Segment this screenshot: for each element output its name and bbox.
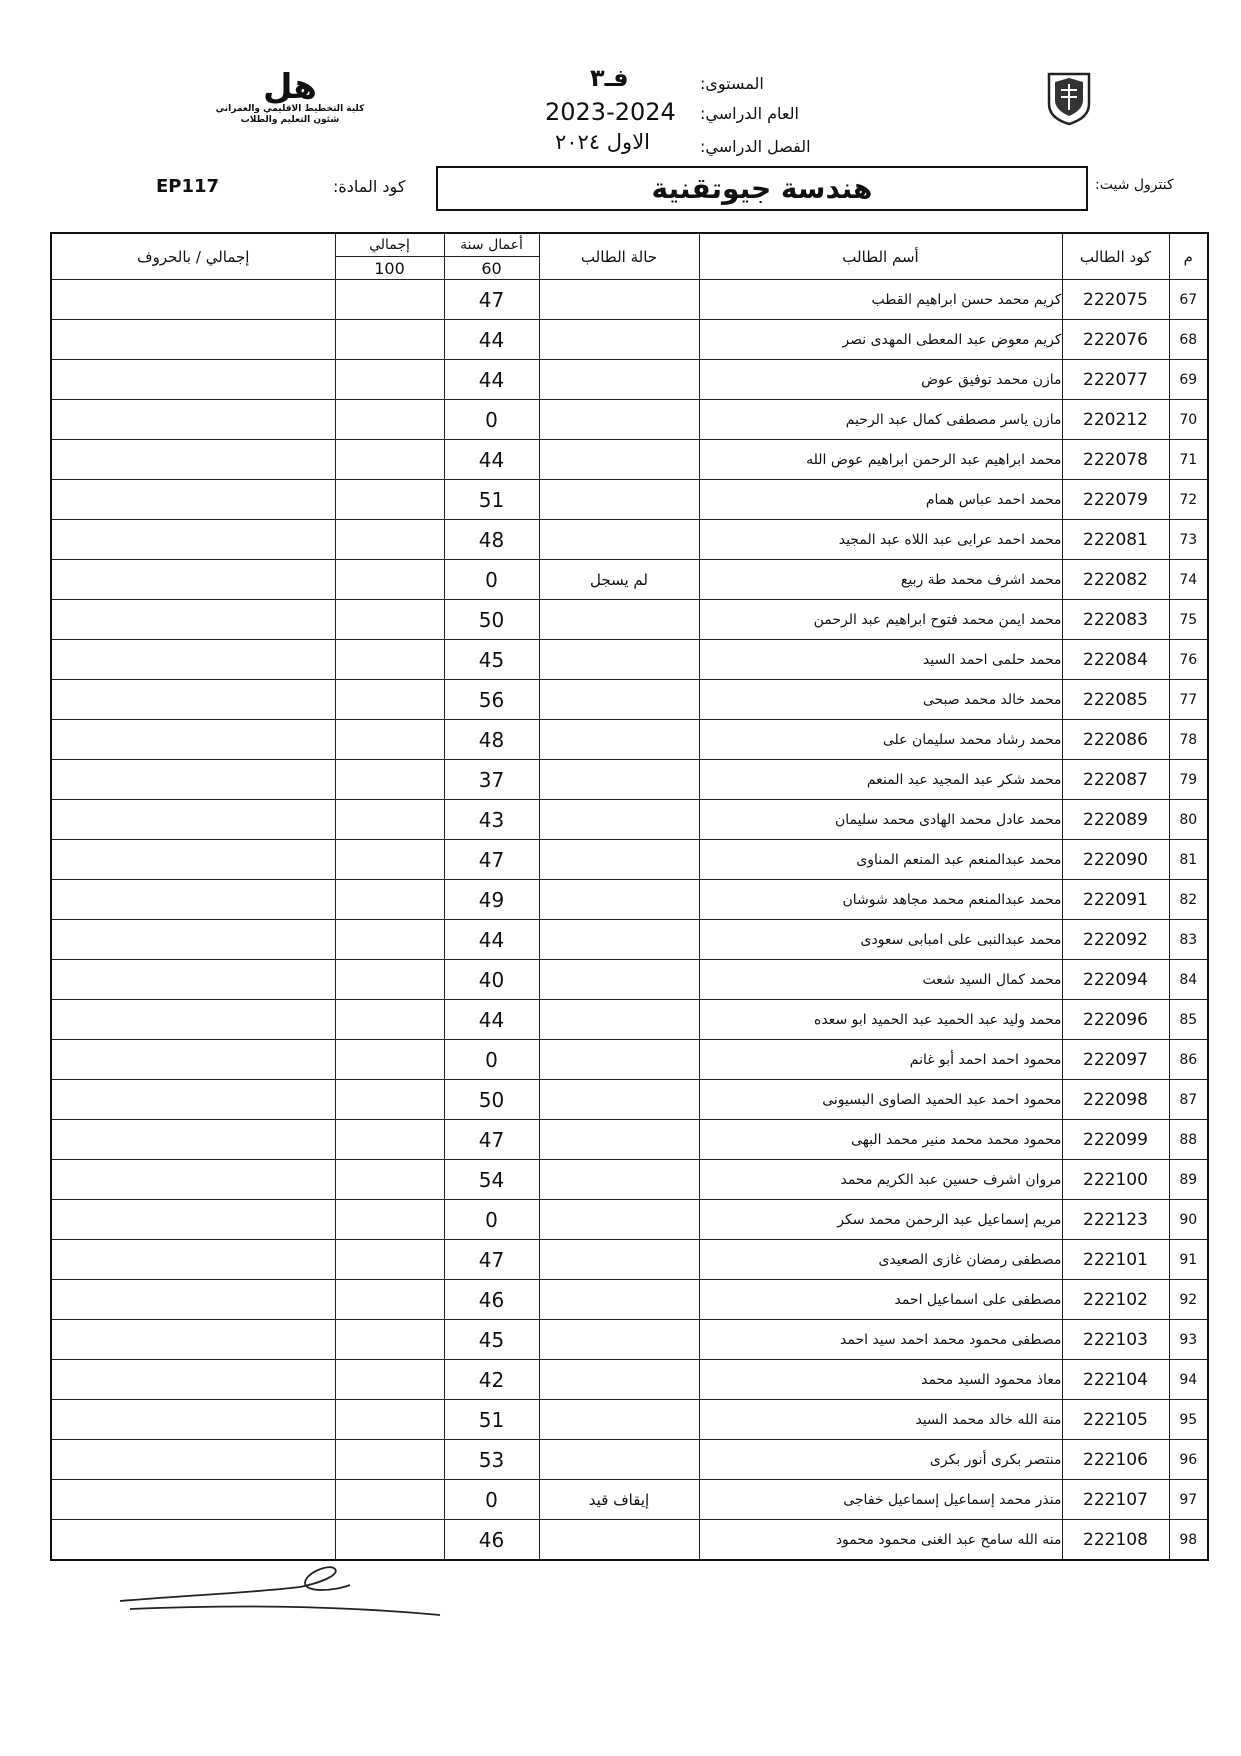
code-cell: 222094 (1062, 960, 1169, 1000)
header-works-max: 60 (444, 257, 539, 280)
name-cell: منة الله خالد محمد السيد (699, 1400, 1062, 1440)
total-cell (335, 560, 444, 600)
name-cell: كريم محمد حسن ابراهيم القطب (699, 280, 1062, 320)
header-total-letters: إجمالي / بالحروف (51, 233, 335, 280)
total-letters-cell (51, 1160, 335, 1200)
code-cell: 222086 (1062, 720, 1169, 760)
works-cell: 40 (444, 960, 539, 1000)
total-cell (335, 1040, 444, 1080)
m-cell: 88 (1169, 1120, 1208, 1160)
name-cell: منه الله سامح عبد الغنى محمود محمود (699, 1520, 1062, 1561)
status-cell (539, 1080, 699, 1120)
total-cell (335, 1480, 444, 1520)
name-cell: محمد عبدالنبى على امبابى سعودى (699, 920, 1062, 960)
status-cell (539, 760, 699, 800)
total-cell (335, 800, 444, 840)
faculty-name: كلية التخطيط الاقليمي والعمراني (215, 104, 365, 114)
m-cell: 93 (1169, 1320, 1208, 1360)
table-row (51, 1120, 1208, 1160)
name-cell: محمد عادل محمد الهادى محمد سليمان (699, 800, 1062, 840)
total-cell (335, 960, 444, 1000)
header-code: كود الطالب (1062, 233, 1169, 280)
total-cell (335, 640, 444, 680)
code-cell: 222100 (1062, 1160, 1169, 1200)
code-cell: 222083 (1062, 600, 1169, 640)
status-cell (539, 600, 699, 640)
works-cell: 50 (444, 1080, 539, 1120)
works-cell: 47 (444, 1240, 539, 1280)
signature (110, 1565, 450, 1625)
table-row (51, 440, 1208, 480)
total-cell (335, 1120, 444, 1160)
total-cell (335, 720, 444, 760)
total-letters-cell (51, 480, 335, 520)
total-letters-cell (51, 400, 335, 440)
m-cell: 72 (1169, 480, 1208, 520)
name-cell: مصطفى على اسماعيل احمد (699, 1280, 1062, 1320)
code-cell: 222079 (1062, 480, 1169, 520)
table-row (51, 1360, 1208, 1400)
m-cell: 74 (1169, 560, 1208, 600)
table-row (51, 360, 1208, 400)
table-row (51, 1280, 1208, 1320)
works-cell: 0 (444, 1040, 539, 1080)
name-cell: مازن محمد توفيق عوض (699, 360, 1062, 400)
m-cell: 69 (1169, 360, 1208, 400)
status-cell (539, 400, 699, 440)
name-cell: محمد اشرف محمد طة ربيع (699, 560, 1062, 600)
status-cell (539, 680, 699, 720)
total-letters-cell (51, 1120, 335, 1160)
status-cell: لم يسجل (539, 560, 699, 600)
status-cell (539, 720, 699, 760)
university-crest-logo (1045, 70, 1093, 126)
status-cell (539, 840, 699, 880)
header-status: حالة الطالب (539, 233, 699, 280)
m-cell: 98 (1169, 1520, 1208, 1561)
status-cell (539, 1160, 699, 1200)
name-cell: منتصر بكرى أنور بكرى (699, 1440, 1062, 1480)
total-cell (335, 1000, 444, 1040)
header-total-max: 100 (335, 257, 444, 280)
code-cell: 220212 (1062, 400, 1169, 440)
name-cell: محمد احمد عرابى عبد اللاه عبد المجيد (699, 520, 1062, 560)
total-letters-cell (51, 560, 335, 600)
works-cell: 47 (444, 1120, 539, 1160)
code-cell: 222085 (1062, 680, 1169, 720)
total-letters-cell (51, 1200, 335, 1240)
m-cell: 92 (1169, 1280, 1208, 1320)
name-cell: مصطفى رمضان غازى الصعيدى (699, 1240, 1062, 1280)
works-cell: 47 (444, 840, 539, 880)
works-cell: 42 (444, 1360, 539, 1400)
table-row (51, 280, 1208, 320)
table-row (51, 800, 1208, 840)
code-cell: 222099 (1062, 1120, 1169, 1160)
table-row (51, 720, 1208, 760)
total-cell (335, 440, 444, 480)
table-row (51, 1160, 1208, 1200)
name-cell: محمود محمد محمد منير محمد البهى (699, 1120, 1062, 1160)
code-cell: 222104 (1062, 1360, 1169, 1400)
header-works: أعمال سنة (444, 233, 539, 257)
m-cell: 82 (1169, 880, 1208, 920)
total-cell (335, 840, 444, 880)
table-row (51, 1440, 1208, 1480)
status-cell (539, 1200, 699, 1240)
m-cell: 89 (1169, 1160, 1208, 1200)
works-cell: 44 (444, 1000, 539, 1040)
total-letters-cell (51, 440, 335, 480)
works-cell: 48 (444, 520, 539, 560)
table-row (51, 1480, 1208, 1520)
works-cell: 54 (444, 1160, 539, 1200)
status-cell (539, 640, 699, 680)
status-cell (539, 440, 699, 480)
total-cell (335, 1360, 444, 1400)
works-cell: 50 (444, 600, 539, 640)
table-row (51, 1320, 1208, 1360)
works-cell: 44 (444, 360, 539, 400)
status-cell (539, 1360, 699, 1400)
name-cell: محمد عبدالمنعم عبد المنعم المناوى (699, 840, 1062, 880)
works-cell: 0 (444, 1200, 539, 1240)
status-cell (539, 1240, 699, 1280)
m-cell: 96 (1169, 1440, 1208, 1480)
total-letters-cell (51, 680, 335, 720)
m-cell: 95 (1169, 1400, 1208, 1440)
total-letters-cell (51, 840, 335, 880)
name-cell: مازن ياسر مصطفى كمال عبد الرحيم (699, 400, 1062, 440)
table-row (51, 1200, 1208, 1240)
total-letters-cell (51, 600, 335, 640)
level-label: المستوى: (700, 74, 764, 93)
table-row (51, 400, 1208, 440)
name-cell: محمد وليد عبد الحميد عبد الحميد ابو سعده (699, 1000, 1062, 1040)
m-cell: 77 (1169, 680, 1208, 720)
m-cell: 91 (1169, 1240, 1208, 1280)
total-cell (335, 360, 444, 400)
status-cell (539, 800, 699, 840)
total-letters-cell (51, 1520, 335, 1561)
code-cell: 222097 (1062, 1040, 1169, 1080)
code-cell: 222087 (1062, 760, 1169, 800)
works-cell: 44 (444, 440, 539, 480)
status-cell (539, 1040, 699, 1080)
m-cell: 83 (1169, 920, 1208, 960)
total-letters-cell (51, 880, 335, 920)
faculty-logo-mark: هل (263, 67, 317, 107)
total-cell (335, 1320, 444, 1360)
m-cell: 70 (1169, 400, 1208, 440)
name-cell: منذر محمد إسماعيل إسماعيل خفاجى (699, 1480, 1062, 1520)
total-letters-cell (51, 1400, 335, 1440)
name-cell: محمد خالد محمد صبحى (699, 680, 1062, 720)
status-cell (539, 880, 699, 920)
table-header-row (51, 233, 1208, 257)
m-cell: 75 (1169, 600, 1208, 640)
total-cell (335, 320, 444, 360)
term-label: الفصل الدراسي: (700, 137, 811, 156)
total-letters-cell (51, 1000, 335, 1040)
course-code: EP117 (156, 176, 220, 197)
code-cell: 222081 (1062, 520, 1169, 560)
code-cell: 222090 (1062, 840, 1169, 880)
status-cell (539, 480, 699, 520)
works-cell: 51 (444, 1400, 539, 1440)
total-letters-cell (51, 720, 335, 760)
status-cell (539, 520, 699, 560)
m-cell: 67 (1169, 280, 1208, 320)
subject-name-box: هندسة جيوتقنية (436, 166, 1088, 211)
name-cell: محمد ايمن محمد فتوح ابراهيم عبد الرحمن (699, 600, 1062, 640)
department-name: شئون التعليم والطلاب (240, 115, 340, 125)
m-cell: 73 (1169, 520, 1208, 560)
table-row (51, 600, 1208, 640)
m-cell: 68 (1169, 320, 1208, 360)
works-cell: 0 (444, 1480, 539, 1520)
code-cell: 222078 (1062, 440, 1169, 480)
works-cell: 48 (444, 720, 539, 760)
name-cell: محمد كمال السيد شعت (699, 960, 1062, 1000)
m-cell: 86 (1169, 1040, 1208, 1080)
works-cell: 44 (444, 920, 539, 960)
code-cell: 222089 (1062, 800, 1169, 840)
total-cell (335, 1520, 444, 1561)
code-cell: 222106 (1062, 1440, 1169, 1480)
total-letters-cell (51, 1240, 335, 1280)
status-cell (539, 1320, 699, 1360)
code-cell: 222096 (1062, 1000, 1169, 1040)
table-row (51, 1080, 1208, 1120)
status-cell (539, 1520, 699, 1561)
total-cell (335, 520, 444, 560)
name-cell: مريم إسماعيل عبد الرحمن محمد سكر (699, 1200, 1062, 1240)
table-row (51, 880, 1208, 920)
m-cell: 84 (1169, 960, 1208, 1000)
code-cell: 222098 (1062, 1080, 1169, 1120)
code-cell: 222084 (1062, 640, 1169, 680)
total-letters-cell (51, 280, 335, 320)
total-cell (335, 680, 444, 720)
total-letters-cell (51, 1320, 335, 1360)
works-cell: 46 (444, 1280, 539, 1320)
total-letters-cell (51, 760, 335, 800)
name-cell: محمد ابراهيم عبد الرحمن ابراهيم عوض الله (699, 440, 1062, 480)
works-cell: 0 (444, 560, 539, 600)
control-sheet-label: كنترول شيت: (1095, 177, 1174, 193)
m-cell: 79 (1169, 760, 1208, 800)
total-cell (335, 400, 444, 440)
status-cell (539, 1440, 699, 1480)
m-cell: 85 (1169, 1000, 1208, 1040)
table-row (51, 1520, 1208, 1561)
works-cell: 51 (444, 480, 539, 520)
code-cell: 222102 (1062, 1280, 1169, 1320)
m-cell: 78 (1169, 720, 1208, 760)
m-cell: 87 (1169, 1080, 1208, 1120)
table-row (51, 560, 1208, 600)
works-cell: 45 (444, 1320, 539, 1360)
works-cell: 44 (444, 320, 539, 360)
total-letters-cell (51, 1440, 335, 1480)
table-row (51, 840, 1208, 880)
status-cell (539, 280, 699, 320)
status-cell: إيقاف قيد (539, 1480, 699, 1520)
total-letters-cell (51, 520, 335, 560)
m-cell: 71 (1169, 440, 1208, 480)
name-cell: محمد رشاد محمد سليمان على (699, 720, 1062, 760)
total-letters-cell (51, 320, 335, 360)
header-name: أسم الطالب (699, 233, 1062, 280)
total-letters-cell (51, 1280, 335, 1320)
status-cell (539, 1000, 699, 1040)
table-row (51, 760, 1208, 800)
status-cell (539, 960, 699, 1000)
works-cell: 45 (444, 640, 539, 680)
total-cell (335, 1080, 444, 1120)
code-cell: 222103 (1062, 1320, 1169, 1360)
status-cell (539, 320, 699, 360)
total-letters-cell (51, 960, 335, 1000)
total-letters-cell (51, 1040, 335, 1080)
name-cell: مصطفى محمود محمد احمد سيد احمد (699, 1320, 1062, 1360)
term-value: الاول ٢٠٢٤ (555, 130, 651, 154)
works-cell: 46 (444, 1520, 539, 1561)
m-cell: 81 (1169, 840, 1208, 880)
status-cell (539, 1120, 699, 1160)
status-cell (539, 920, 699, 960)
header-m: م (1169, 233, 1208, 280)
works-cell: 37 (444, 760, 539, 800)
total-cell (335, 880, 444, 920)
works-cell: 47 (444, 280, 539, 320)
name-cell: محمد شكر عبد المجيد عبد المنعم (699, 760, 1062, 800)
works-cell: 49 (444, 880, 539, 920)
total-letters-cell (51, 1360, 335, 1400)
status-cell (539, 1280, 699, 1320)
table-row (51, 920, 1208, 960)
total-cell (335, 480, 444, 520)
total-cell (335, 1240, 444, 1280)
m-cell: 94 (1169, 1360, 1208, 1400)
works-cell: 56 (444, 680, 539, 720)
total-letters-cell (51, 920, 335, 960)
table-row (51, 640, 1208, 680)
name-cell: محمد حلمى احمد السيد (699, 640, 1062, 680)
total-letters-cell (51, 800, 335, 840)
header-total: إجمالي (335, 233, 444, 257)
works-cell: 0 (444, 400, 539, 440)
works-cell: 53 (444, 1440, 539, 1480)
code-cell: 222123 (1062, 1200, 1169, 1240)
code-cell: 222091 (1062, 880, 1169, 920)
works-cell: 43 (444, 800, 539, 840)
status-cell (539, 360, 699, 400)
table-row (51, 1240, 1208, 1280)
total-cell (335, 760, 444, 800)
table-row (51, 1400, 1208, 1440)
code-cell: 222101 (1062, 1240, 1169, 1280)
name-cell: كريم معوض عبد المعطى المهدى نصر (699, 320, 1062, 360)
table-row (51, 480, 1208, 520)
course-code-label: كود المادة: (333, 177, 406, 196)
table-row (51, 1000, 1208, 1040)
total-cell (335, 1280, 444, 1320)
total-letters-cell (51, 1480, 335, 1520)
year-value: 2023-2024 (545, 98, 676, 126)
code-cell: 222082 (1062, 560, 1169, 600)
m-cell: 76 (1169, 640, 1208, 680)
table-row (51, 960, 1208, 1000)
code-cell: 222105 (1062, 1400, 1169, 1440)
total-cell (335, 280, 444, 320)
m-cell: 90 (1169, 1200, 1208, 1240)
total-letters-cell (51, 1080, 335, 1120)
total-cell (335, 1440, 444, 1480)
code-cell: 222107 (1062, 1480, 1169, 1520)
total-cell (335, 1200, 444, 1240)
name-cell: محمود احمد احمد أبو غانم (699, 1040, 1062, 1080)
status-cell (539, 1400, 699, 1440)
total-letters-cell (51, 640, 335, 680)
name-cell: محمود احمد عبد الحميد الصاوى البسيونى (699, 1080, 1062, 1120)
name-cell: محمد احمد عباس همام (699, 480, 1062, 520)
table-row (51, 1040, 1208, 1080)
m-cell: 80 (1169, 800, 1208, 840)
total-letters-cell (51, 360, 335, 400)
m-cell: 97 (1169, 1480, 1208, 1520)
total-cell (335, 1160, 444, 1200)
code-cell: 222076 (1062, 320, 1169, 360)
code-cell: 222077 (1062, 360, 1169, 400)
total-cell (335, 920, 444, 960)
total-cell (335, 1400, 444, 1440)
grades-table (50, 232, 1209, 1561)
table-row (51, 680, 1208, 720)
code-cell: 222108 (1062, 1520, 1169, 1561)
total-cell (335, 600, 444, 640)
name-cell: معاذ محمود السيد محمد (699, 1360, 1062, 1400)
level-value: فـ٣ (590, 64, 629, 92)
table-row (51, 320, 1208, 360)
code-cell: 222075 (1062, 280, 1169, 320)
name-cell: محمد عبدالمنعم محمد مجاهد شوشان (699, 880, 1062, 920)
name-cell: مروان اشرف حسين عبد الكريم محمد (699, 1160, 1062, 1200)
year-label: العام الدراسي: (700, 104, 799, 123)
code-cell: 222092 (1062, 920, 1169, 960)
faculty-logo (210, 67, 370, 140)
table-row (51, 520, 1208, 560)
